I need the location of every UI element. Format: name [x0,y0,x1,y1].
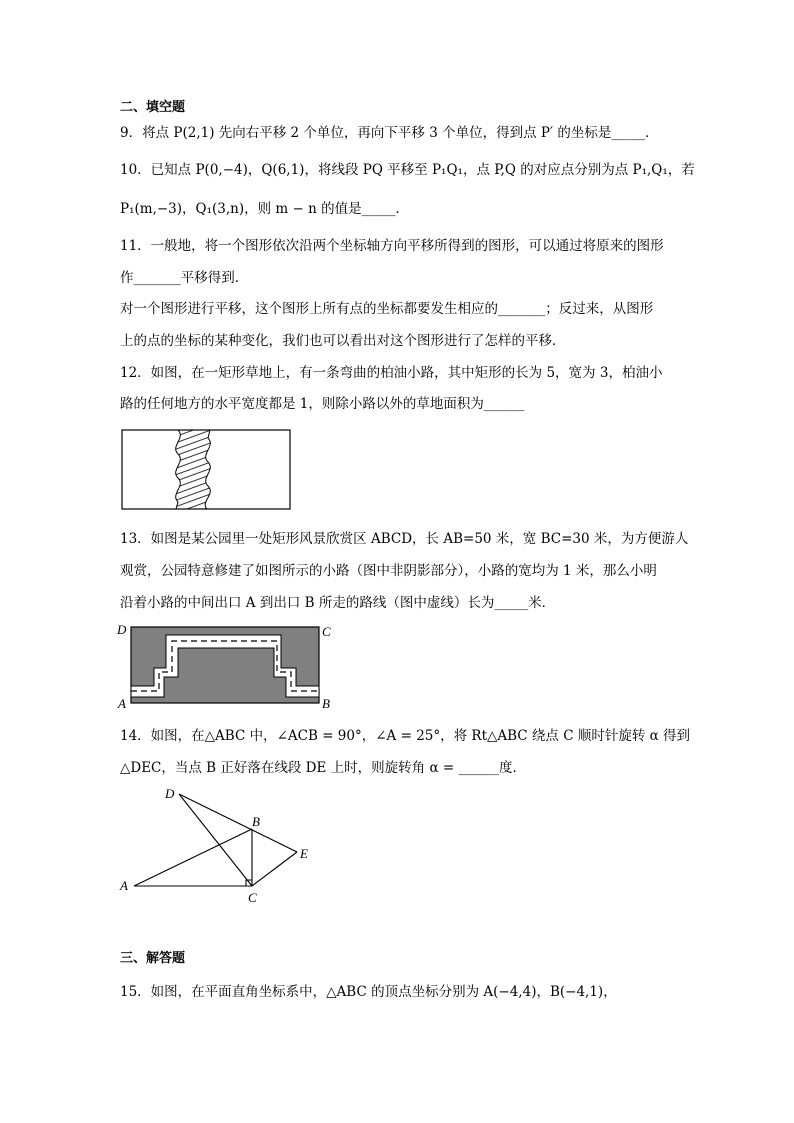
asphalt-path [176,430,211,509]
question-10-line-1: 10．已知点 P(0,−4)，Q(6,1)，将线段 PQ 平移至 P₁Q₁，点 P,Q 的对应点分别为点 P₁,Q₁，若 [120,162,695,178]
point-label-c: C [248,890,257,905]
segment-dc [179,794,252,886]
segment-de [179,794,297,852]
point-label-d: D [165,786,175,801]
vertex-label-a: A [118,696,126,711]
question-13-line-2: 观赏，公园特意修建了如图所示的小路（图中非阴影部分），小路的宽均为 1 米，那么小明 [120,563,657,579]
point-label-b: B [252,814,260,829]
vertex-label-d: D [117,622,127,637]
figure-rotated-triangle [114,782,324,908]
segment-ab [134,829,252,886]
vertex-label-c: C [322,624,331,639]
figure-rectangle-lawn [120,428,294,512]
question-11-line-3: 对一个图形进行平移，这个图形上所有点的坐标都要发生相应的_______；反过来，从图形 [120,301,654,317]
question-11-line-1: 11．一般地，将一个图形依次沿两个坐标轴方向平移所得到的图形，可以通过将原来的图形 [120,238,664,254]
question-15-line-1: 15．如图，在平面直角坐标系中，△ABC 的顶点坐标分别为 A(−4,4)，B(−4,1)， [120,984,617,1000]
point-label-e: E [300,846,308,861]
question-9: 9．将点 P(2,1) 先向右平移 2 个单位，再向下平移 3 个单位，得到点 P′ 的坐标是_____． [120,125,659,141]
figure-scenic-area [116,620,338,712]
segment-ec [252,852,297,886]
question-13-line-3: 沿着小路的中间出口 A 到出口 B 所走的路线（图中虚线）长为_____米． [120,595,556,611]
question-14-line-2: △DEC，当点 B 正好落在线段 DE 上时，则旋转角 α = ______度． [120,760,526,776]
point-label-a: A [120,878,128,893]
question-12-line-1: 12．如图，在一矩形草地上，有一条弯曲的柏油小路，其中矩形的长为 5，宽为 3，柏油小 [120,365,663,381]
section-heading-fill-in: 二、填空题 [120,100,186,115]
question-13-line-1: 13．如图是某公园里一处矩形风景欣赏区 ABCD，长 AB=50 米，宽 BC=30 米，为方便游人 [120,531,689,547]
question-11-line-2: 作_______平移得到． [120,270,249,286]
question-10-line-2: P₁(m,−3)，Q₁(3,n)，则 m − n 的值是_____． [120,201,409,217]
section-heading-solutions: 三、解答题 [120,951,186,966]
vertex-label-b: B [322,696,330,711]
question-14-line-1: 14．如图，在△ABC 中，∠ACB = 90°，∠A = 25°，将 Rt△ABC 绕点 C 顺时针旋转 α 得到 [120,728,691,744]
question-11-line-4: 上的点的坐标的某种变化，我们也可以看出对这个图形进行了怎样的平移． [120,333,566,349]
question-12-line-2: 路的任何地方的水平宽度都是 1，则除小路以外的草地面积为______ [120,396,525,412]
